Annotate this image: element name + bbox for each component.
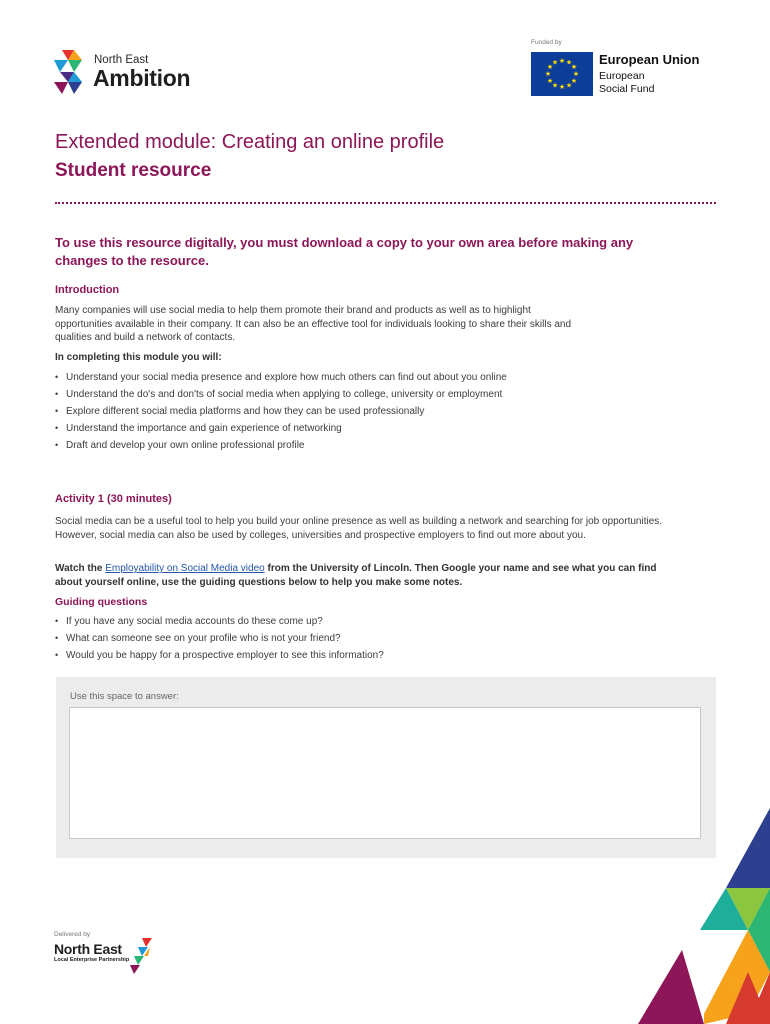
svg-text:★: ★	[551, 81, 559, 90]
watch-suffix: from the University of Lincoln. Then Google your name and see what you can find about yourself online, use the guiding questions below to help you make some notes.	[55, 563, 657, 588]
list-item: • Draft and develop your own online professional profile	[55, 437, 507, 454]
svg-text:★: ★	[558, 57, 566, 65]
list-item: • Understand the importance and gain experience of networking	[55, 420, 507, 437]
svg-text:★: ★	[551, 58, 559, 67]
eu-sub-line1: European	[599, 70, 645, 82]
lep-mark-icon	[128, 938, 152, 974]
dotted-divider	[55, 202, 716, 204]
watch-instructions	[55, 562, 670, 589]
guiding-questions-list	[55, 613, 384, 664]
lep-logo-sub: Local Enterprise Partnership	[54, 957, 130, 963]
activity-heading: Activity 1 (30 minutes)	[55, 493, 172, 505]
guiding-heading: Guiding questions	[55, 596, 148, 608]
download-notice: To use this resource digitally, you must download a copy to your own area before making any changes to the resource.	[55, 235, 634, 268]
list-item: • Would you be happy for a prospective employer to see this information?	[55, 647, 384, 664]
activity-text: Social media can be a useful tool to help you build your online presence as well as building a network and searching for job opportunities. However, social media can also be used by colleges, universities and prospective employers to find out more about you.	[55, 516, 663, 541]
list-item: • Understand the do's and don'ts of social media when applying to college, university or employment	[55, 386, 507, 403]
page-title: Extended module: Creating an online profile	[55, 131, 445, 153]
list-item: • Explore different social media platforms and how they can be used professionally	[55, 403, 507, 420]
decorative-triangles	[600, 800, 770, 1024]
ambition-mark-icon	[54, 50, 82, 94]
delivered-by-label: Delivered by	[54, 931, 91, 938]
eu-title: European Union	[599, 52, 700, 67]
svg-text:★: ★	[572, 70, 580, 78]
svg-text:★: ★	[546, 63, 554, 71]
module-heading-text: In completing this module you will:	[55, 352, 222, 363]
eu-subtitle	[599, 70, 654, 96]
list-item: • Understand your social media presence and explore how much others can find out about you online	[55, 369, 507, 386]
module-goals-list	[55, 369, 507, 454]
logo-line1: North East	[94, 54, 149, 66]
svg-text:★: ★	[546, 77, 554, 85]
module-heading	[55, 351, 685, 365]
logo-line2: Ambition	[93, 65, 191, 91]
video-link[interactable]: Employability on Social Media video	[105, 563, 265, 574]
funded-by-label: Funded by	[531, 39, 562, 46]
intro-text: Many companies will use social media to help them promote their brand and products as well as to highlight opportunities available in their company. It can also be an effective tool for individuals looking to share their skills and qualities and build a network of contacts.	[55, 305, 572, 343]
svg-text:★: ★	[558, 83, 566, 91]
lep-logo-name: North East	[54, 941, 122, 957]
list-item: • What can someone see on your profile who is not your friend?	[55, 630, 384, 647]
svg-text:★: ★	[570, 77, 578, 85]
answer-label: Use this space to answer:	[70, 691, 179, 702]
north-east-ambition-logo	[54, 50, 214, 94]
watch-prefix: Watch the	[55, 563, 106, 574]
page-subtitle: Student resource	[55, 160, 212, 181]
intro-heading: Introduction	[55, 284, 120, 296]
eu-sub-line2: Social Fund	[599, 83, 655, 95]
eu-flag-icon	[531, 52, 593, 96]
svg-text:★: ★	[570, 63, 578, 71]
list-item: • If you have any social media accounts do these come up?	[55, 613, 384, 630]
svg-text:★: ★	[565, 58, 573, 67]
svg-text:★: ★	[565, 81, 573, 90]
svg-text:★: ★	[544, 70, 552, 78]
